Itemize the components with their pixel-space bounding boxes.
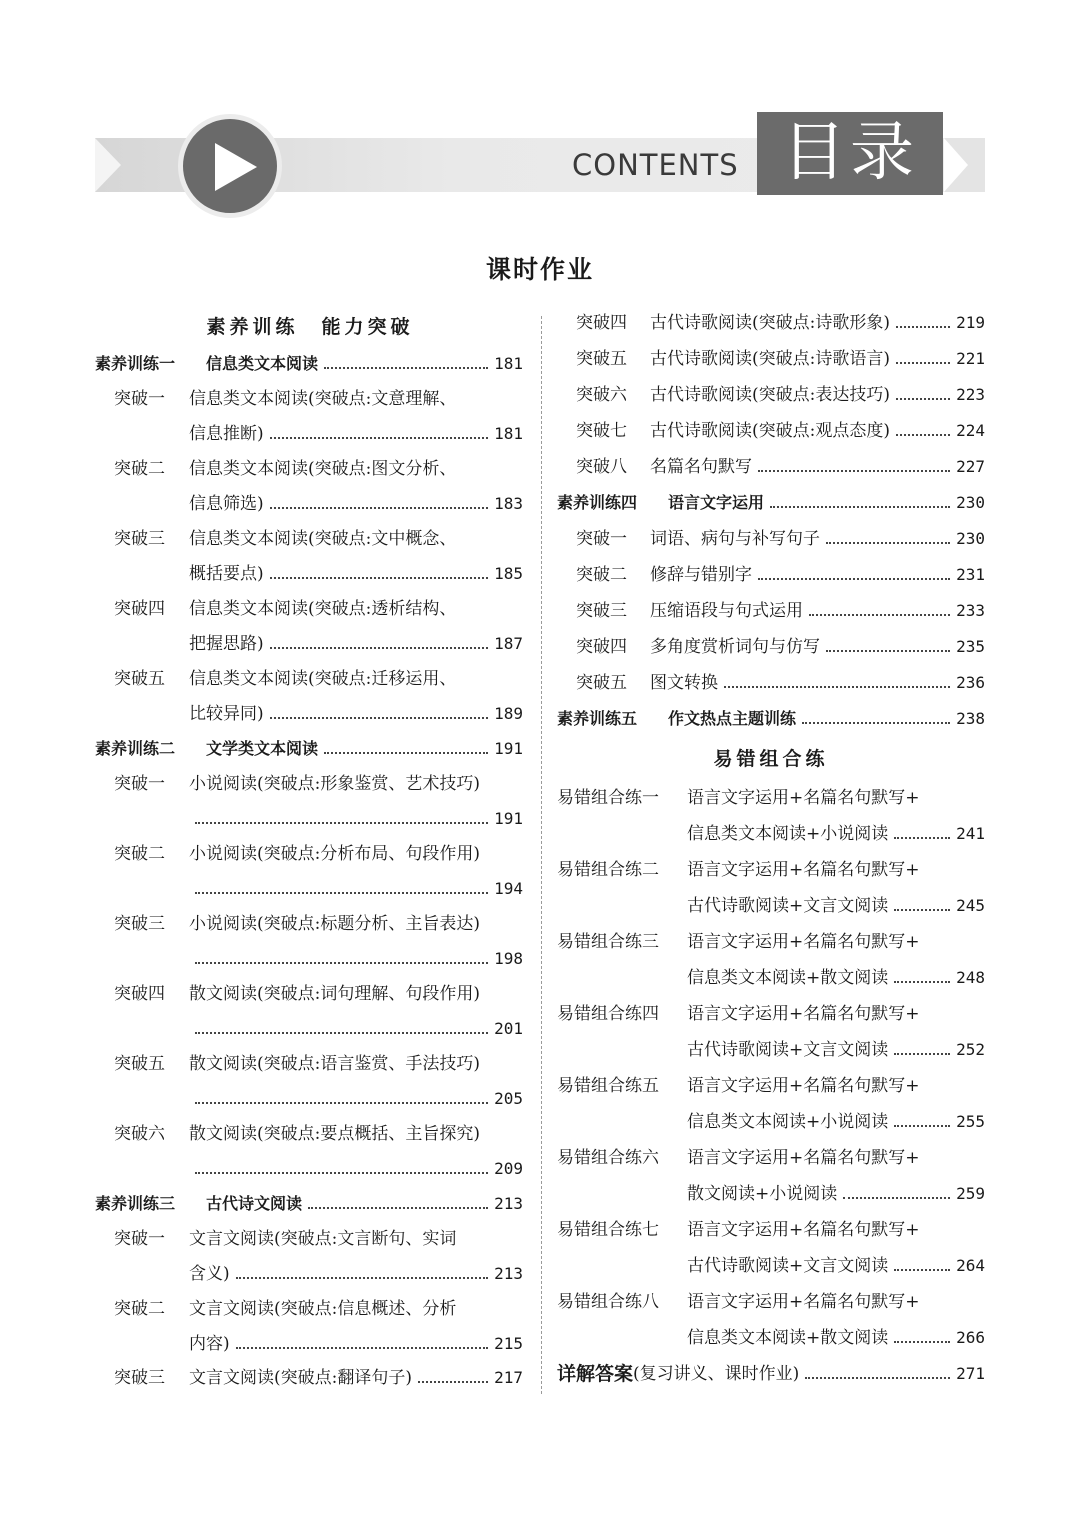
entry-title: 信息类文本阅读(突破点:迁移运用、 — [189, 669, 457, 689]
toc-entry-continuation[interactable] — [189, 1011, 523, 1047]
entry-label: 突破四 — [114, 984, 165, 1004]
leader-dots — [324, 752, 488, 754]
entry-title: 作文热点主题训练 — [668, 709, 797, 728]
column-divider — [541, 316, 542, 1394]
page-number: 238 — [956, 709, 985, 728]
leader-dots — [896, 326, 950, 328]
entry-title: 多角度赏析词句与仿写 — [650, 637, 820, 657]
entry-title-cont: 含义) — [189, 1264, 230, 1284]
entry-title: (复习讲义、课时作业) — [633, 1364, 800, 1384]
leader-dots — [894, 909, 950, 911]
entry-label: 突破六 — [576, 385, 627, 405]
entry-label: 突破一 — [114, 774, 165, 794]
leader-dots — [896, 362, 950, 364]
entry-title: 小说阅读(突破点:形象鉴赏、艺术技巧) — [189, 774, 480, 794]
combo-entry-continuation[interactable] — [687, 816, 985, 852]
toc-entry-continuation[interactable] — [189, 696, 523, 732]
leader-dots — [894, 1053, 950, 1055]
toc-entry-continuation[interactable] — [189, 1151, 523, 1187]
entry-label: 突破二 — [576, 565, 627, 585]
toc-entry-continuation[interactable] — [189, 1256, 523, 1292]
leader-dots — [195, 892, 488, 894]
entry-title: 信息类文本阅读(突破点:图文分析、 — [189, 459, 457, 479]
leader-dots — [802, 722, 950, 724]
entry-title: 语言文字运用+名篇名句默写+ — [687, 1292, 920, 1312]
page-number: 230 — [956, 493, 985, 512]
entry-label: 易错组合练四 — [557, 1004, 659, 1024]
entry-title: 信息类文本阅读(突破点:文意理解、 — [189, 389, 457, 409]
entry-title: 文学类文本阅读 — [206, 739, 319, 758]
page-number: 201 — [494, 1019, 523, 1038]
leader-dots — [195, 1172, 488, 1174]
page-number: 221 — [956, 349, 985, 368]
entry-title: 图文转换 — [650, 673, 718, 693]
entry-title: 散文阅读(突破点:语言鉴赏、手法技巧) — [189, 1054, 480, 1074]
entry-title: 修辞与错别字 — [650, 565, 752, 585]
toc-entry[interactable] — [576, 413, 985, 449]
right-section-title: 易错组合练 — [713, 748, 829, 770]
entry-label: 突破二 — [114, 1299, 165, 1319]
combo-entry[interactable] — [557, 996, 985, 1032]
page-number: 271 — [956, 1364, 985, 1383]
leader-dots — [894, 1269, 950, 1271]
page-number: 241 — [956, 824, 985, 843]
page-number: 215 — [494, 1334, 523, 1353]
entry-title: 语言文字运用+名篇名句默写+ — [687, 1220, 920, 1240]
page-number: 191 — [494, 809, 523, 828]
leader-dots — [826, 542, 950, 544]
entry-label: 易错组合练三 — [557, 932, 659, 952]
contents-label: CONTENTS — [572, 148, 739, 182]
combo-entry-continuation[interactable] — [687, 1032, 985, 1068]
page-number: 181 — [494, 424, 523, 443]
leader-dots — [236, 1277, 488, 1279]
combo-entry[interactable] — [557, 1140, 985, 1176]
page-number: 189 — [494, 704, 523, 723]
entry-title: 散文阅读(突破点:词句理解、句段作用) — [189, 984, 480, 1004]
page-number: 266 — [956, 1328, 985, 1347]
toc-entry[interactable] — [576, 377, 985, 413]
entry-title: 文言文阅读(突破点:信息概述、分析 — [189, 1299, 457, 1319]
leader-dots — [270, 717, 488, 719]
entry-title: 名篇名句默写 — [650, 457, 752, 477]
page-number: 264 — [956, 1256, 985, 1275]
page-number: 245 — [956, 896, 985, 915]
toc-entry-continuation[interactable] — [189, 486, 523, 522]
combo-entry-continuation[interactable] — [687, 1320, 985, 1356]
entry-title: 文言文阅读(突破点:翻译句子) — [189, 1368, 412, 1388]
entry-label: 突破三 — [114, 529, 165, 549]
toc-entry[interactable] — [576, 521, 985, 557]
page-number: 219 — [956, 313, 985, 332]
leader-dots — [195, 822, 488, 824]
combo-entry[interactable] — [557, 780, 985, 816]
leader-dots — [894, 1341, 950, 1343]
entry-title: 散文阅读(突破点:要点概括、主旨探究) — [189, 1124, 480, 1144]
page-number: 227 — [956, 457, 985, 476]
toc-entry[interactable] — [114, 766, 523, 802]
page-number: 191 — [494, 739, 523, 758]
leader-dots — [724, 686, 950, 688]
toc-entry-continuation[interactable] — [189, 871, 523, 907]
entry-label: 易错组合练八 — [557, 1292, 659, 1312]
banner-left-arrow — [95, 138, 121, 192]
entry-title: 信息类文本阅读(突破点:透析结构、 — [189, 599, 457, 619]
leader-dots — [805, 1377, 950, 1379]
entry-title-cont: 散文阅读+小说阅读 — [687, 1184, 838, 1204]
combo-entry-continuation[interactable] — [687, 1248, 985, 1284]
toc-entry-continuation[interactable] — [189, 1326, 523, 1362]
leader-dots — [894, 837, 950, 839]
entry-title: 小说阅读(突破点:标题分析、主旨表达) — [189, 914, 480, 934]
toc-entry[interactable] — [114, 1046, 523, 1082]
leader-dots — [236, 1347, 488, 1349]
leader-dots — [270, 647, 488, 649]
leader-dots — [826, 650, 950, 652]
entry-title-cont: 信息类文本阅读+散文阅读 — [687, 968, 889, 988]
toc-entry[interactable] — [576, 449, 985, 485]
leader-dots — [809, 614, 950, 616]
combo-entry[interactable] — [557, 1068, 985, 1104]
toc-entry[interactable] — [576, 593, 985, 629]
page-number: 183 — [494, 494, 523, 513]
play-icon — [178, 114, 282, 218]
page-number: 236 — [956, 673, 985, 692]
page-number: 233 — [956, 601, 985, 620]
page-number: 181 — [494, 354, 523, 373]
entry-title-cont: 比较异同) — [189, 704, 264, 724]
combo-entry[interactable] — [557, 1284, 985, 1320]
entry-label: 素养训练三 — [95, 1194, 176, 1213]
toc-section-entry[interactable] — [95, 731, 523, 767]
toc-entry[interactable] — [576, 305, 985, 341]
entry-label: 突破七 — [576, 421, 627, 441]
banner-right-arrow — [944, 138, 968, 192]
page-number: 198 — [494, 949, 523, 968]
toc-entry-continuation[interactable] — [189, 416, 523, 452]
entry-label: 易错组合练二 — [557, 860, 659, 880]
entry-label: 突破六 — [114, 1124, 165, 1144]
combo-entry[interactable] — [557, 852, 985, 888]
toc-entry[interactable] — [114, 1360, 523, 1396]
leader-dots — [843, 1197, 950, 1199]
entry-label: 突破三 — [114, 1368, 165, 1388]
entry-title-cont: 古代诗歌阅读+文言文阅读 — [687, 1040, 889, 1060]
combo-entry-continuation[interactable] — [687, 888, 985, 924]
toc-entry[interactable] — [576, 665, 985, 701]
entry-title: 语言文字运用+名篇名句默写+ — [687, 788, 920, 808]
entry-title: 小说阅读(突破点:分析布局、句段作用) — [189, 844, 480, 864]
entry-label: 突破三 — [114, 914, 165, 934]
entry-label: 突破一 — [114, 1229, 165, 1249]
leader-dots — [770, 506, 950, 508]
entry-label: 易错组合练一 — [557, 788, 659, 808]
combo-entry[interactable] — [557, 1212, 985, 1248]
page-number: 185 — [494, 564, 523, 583]
page-number: 223 — [956, 385, 985, 404]
entry-label: 素养训练五 — [557, 709, 638, 728]
toc-entry[interactable] — [114, 836, 523, 872]
entry-label: 突破四 — [576, 637, 627, 657]
toc-section-entry[interactable] — [95, 346, 523, 382]
entry-label: 突破八 — [576, 457, 627, 477]
page-number: 217 — [494, 1368, 523, 1387]
left-section-title: 素养训练 能力突破 — [206, 316, 414, 338]
entry-title: 语言文字运用+名篇名句默写+ — [687, 1148, 920, 1168]
entry-title: 语言文字运用+名篇名句默写+ — [687, 1076, 920, 1096]
leader-dots — [308, 1207, 488, 1209]
toc-section-entry[interactable] — [557, 485, 985, 521]
leader-dots — [758, 470, 950, 472]
leader-dots — [894, 1125, 950, 1127]
entry-label: 易错组合练七 — [557, 1220, 659, 1240]
page-number: 235 — [956, 637, 985, 656]
toc-entry-continuation[interactable] — [189, 801, 523, 837]
entry-title: 古代诗歌阅读(突破点:表达技巧) — [650, 385, 890, 405]
toc-section-entry[interactable] — [557, 701, 985, 737]
leader-dots — [896, 398, 950, 400]
entry-label: 突破三 — [576, 601, 627, 621]
leader-dots — [270, 507, 488, 509]
entry-title: 语言文字运用+名篇名句默写+ — [687, 1004, 920, 1024]
page-number: 230 — [956, 529, 985, 548]
toc-entry-continuation[interactable] — [189, 1081, 523, 1117]
entry-label: 突破五 — [114, 669, 165, 689]
leader-dots — [418, 1381, 488, 1383]
entry-title-cont: 古代诗歌阅读+文言文阅读 — [687, 896, 889, 916]
entry-label: 突破五 — [114, 1054, 165, 1074]
leader-dots — [195, 1032, 488, 1034]
page-number: 209 — [494, 1159, 523, 1178]
mulu-label: 目录 — [757, 112, 943, 195]
entry-label: 易错组合练五 — [557, 1076, 659, 1096]
page-number: 248 — [956, 968, 985, 987]
entry-title: 古代诗歌阅读(突破点:观点态度) — [650, 421, 890, 441]
entry-title: 压缩语段与句式运用 — [650, 601, 803, 621]
entry-label: 素养训练一 — [95, 354, 176, 373]
toc-entry[interactable] — [576, 557, 985, 593]
entry-title-cont: 概括要点) — [189, 564, 264, 584]
entry-label: 突破二 — [114, 844, 165, 864]
entry-label: 素养训练二 — [95, 739, 176, 758]
play-triangle — [211, 141, 261, 193]
page-number: 213 — [494, 1194, 523, 1213]
combo-entry-continuation[interactable] — [687, 1104, 985, 1140]
leader-dots — [270, 437, 488, 439]
toc-entry[interactable] — [114, 976, 523, 1012]
toc-entry[interactable] — [114, 661, 523, 697]
entry-title: 古代诗歌阅读(突破点:诗歌形象) — [650, 313, 890, 333]
toc-entry[interactable] — [114, 906, 523, 942]
leader-dots — [195, 962, 488, 964]
entry-title: 文言文阅读(突破点:文言断句、实词 — [189, 1229, 457, 1249]
toc-entry[interactable] — [114, 451, 523, 487]
entry-label: 突破五 — [576, 673, 627, 693]
leader-dots — [894, 981, 950, 983]
entry-title: 词语、病句与补写句子 — [650, 529, 820, 549]
entry-label: 素养训练四 — [557, 493, 638, 512]
combo-entry[interactable] — [557, 924, 985, 960]
page-number: 231 — [956, 565, 985, 584]
toc-entry-continuation[interactable] — [189, 626, 523, 662]
entry-label: 突破二 — [114, 459, 165, 479]
toc-entry[interactable] — [114, 591, 523, 627]
entry-title-cont: 古代诗歌阅读+文言文阅读 — [687, 1256, 889, 1276]
toc-entry-continuation[interactable] — [189, 941, 523, 977]
toc-section-entry[interactable] — [95, 1186, 523, 1222]
entry-title-cont: 信息类文本阅读+散文阅读 — [687, 1328, 889, 1348]
entry-label: 突破一 — [114, 389, 165, 409]
entry-title-cont: 内容) — [189, 1334, 230, 1354]
combo-entry-continuation[interactable] — [687, 960, 985, 996]
entry-label: 易错组合练六 — [557, 1148, 659, 1168]
toc-entry[interactable] — [114, 521, 523, 557]
entry-title: 语言文字运用+名篇名句默写+ — [687, 860, 920, 880]
toc-entry[interactable] — [114, 1221, 523, 1257]
page-number: 259 — [956, 1184, 985, 1203]
entry-title: 语言文字运用 — [668, 493, 765, 512]
entry-label: 突破五 — [576, 349, 627, 369]
toc-entry-continuation[interactable] — [189, 556, 523, 592]
page-number: 194 — [494, 879, 523, 898]
leader-dots — [896, 434, 950, 436]
leader-dots — [324, 367, 488, 369]
entry-title-cont: 信息类文本阅读+小说阅读 — [687, 824, 889, 844]
toc-entry[interactable] — [114, 1116, 523, 1152]
entry-label: 突破四 — [114, 599, 165, 619]
page-number: 213 — [494, 1264, 523, 1283]
page-number: 252 — [956, 1040, 985, 1059]
toc-entry[interactable] — [576, 341, 985, 377]
toc-entry[interactable] — [114, 1291, 523, 1327]
entry-label: 突破四 — [576, 313, 627, 333]
page-number: 224 — [956, 421, 985, 440]
entry-title-cont: 信息推断) — [189, 424, 264, 444]
combo-entry-continuation[interactable] — [687, 1176, 985, 1212]
entry-label: 详解答案 — [557, 1363, 634, 1385]
entry-title: 信息类文本阅读(突破点:文中概念、 — [189, 529, 457, 549]
entry-title: 语言文字运用+名篇名句默写+ — [687, 932, 920, 952]
entry-title-cont: 信息筛选) — [189, 494, 264, 514]
page-number: 205 — [494, 1089, 523, 1108]
leader-dots — [758, 578, 950, 580]
leader-dots — [195, 1102, 488, 1104]
entry-label: 突破一 — [576, 529, 627, 549]
answers-entry[interactable] — [557, 1356, 985, 1392]
toc-entry[interactable] — [576, 629, 985, 665]
entry-title: 信息类文本阅读 — [206, 354, 319, 373]
entry-title-cont: 把握思路) — [189, 634, 264, 654]
page-title: 课时作业 — [485, 255, 594, 284]
page-number: 187 — [494, 634, 523, 653]
entry-title: 古代诗文阅读 — [206, 1194, 303, 1213]
entry-title: 古代诗歌阅读(突破点:诗歌语言) — [650, 349, 890, 369]
leader-dots — [270, 577, 488, 579]
entry-title-cont: 信息类文本阅读+小说阅读 — [687, 1112, 889, 1132]
toc-entry[interactable] — [114, 381, 523, 417]
page-number: 255 — [956, 1112, 985, 1131]
